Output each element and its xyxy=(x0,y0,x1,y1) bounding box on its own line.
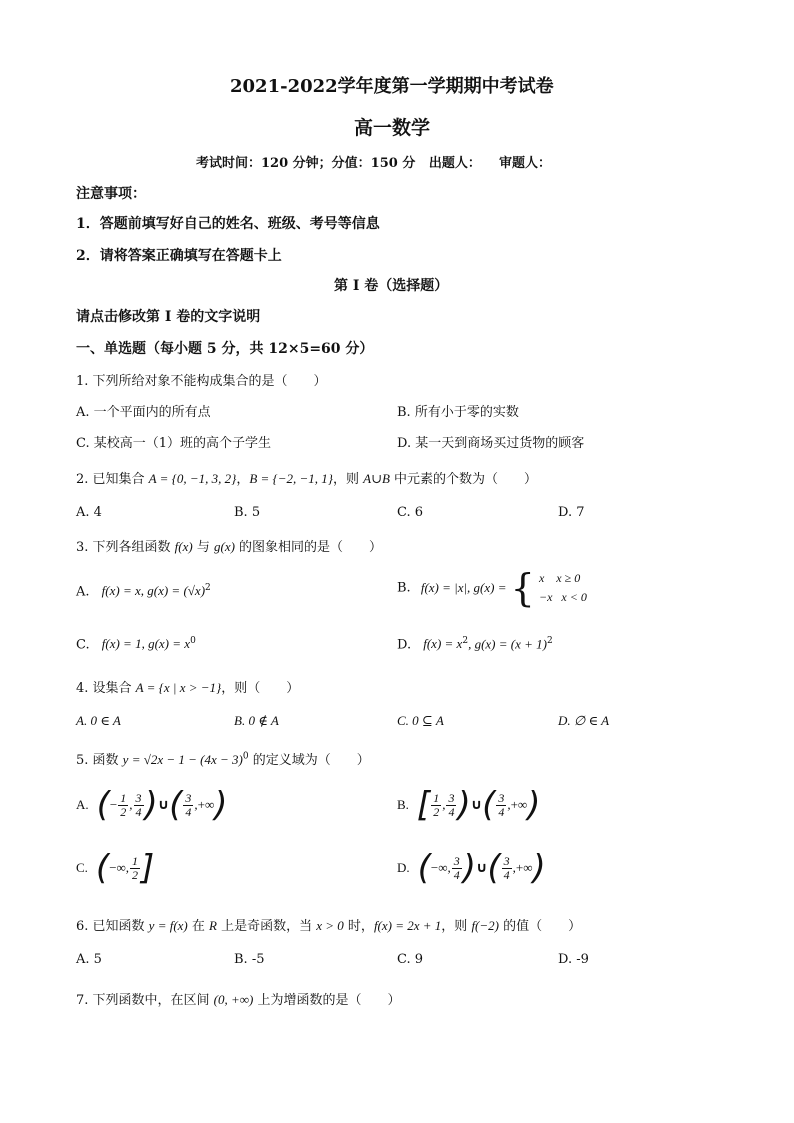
q5-c-rbracket: ] xyxy=(141,848,155,888)
q3-c-math: f(x) = 1, g(x) = x xyxy=(101,636,191,652)
q6-option-a: A. 5 xyxy=(76,952,102,967)
q6-mid4: ，则 xyxy=(441,919,472,934)
q2-option-d: D. 7 xyxy=(558,505,585,520)
q5-d-frac1 xyxy=(452,855,462,882)
q5-b-frac2-den: 4 xyxy=(448,804,455,819)
q4-option-a: A. 0 ∈ A xyxy=(76,713,121,728)
q6-domain: R xyxy=(209,918,217,933)
q5-d-label: D. xyxy=(397,860,410,875)
q5-d-rparen2: ) xyxy=(532,848,546,888)
q3-b-case1: x x ≥ 0 xyxy=(538,571,581,585)
q5-d-comma2: , xyxy=(512,860,516,875)
q6-mid1: 在 xyxy=(187,919,210,934)
q2-union: A∪B xyxy=(363,471,390,486)
q7-stem-pre: 7. 下列函数中，在区间 xyxy=(76,993,214,1008)
q3-option-c xyxy=(76,636,196,652)
q7-stem xyxy=(76,989,401,1008)
q5-d-inf: +∞ xyxy=(515,860,533,875)
q5-option-c xyxy=(76,848,155,888)
q3-b-math: f(x) = |x|, g(x) = xyxy=(420,580,507,595)
q6-def: f(x) = 2x + 1 xyxy=(373,918,442,933)
q3-d-label: D. xyxy=(397,637,412,653)
q5-c-comma: , xyxy=(125,860,130,875)
q5-d-frac1-num: 3 xyxy=(453,853,460,868)
q5-a-frac2-den: 4 xyxy=(135,804,142,819)
q4-option-c: C. 0 ⊆ A xyxy=(397,713,444,728)
q5-a-rparen2: ) xyxy=(214,785,228,825)
q2-mid: ，则 xyxy=(333,472,364,487)
q5-a-frac3-den: 4 xyxy=(185,804,192,819)
q5-a-label: A. xyxy=(76,797,89,812)
q5-a-inf: +∞ xyxy=(197,797,215,812)
q2-stem-post: 中元素的个数为（ ） xyxy=(389,472,538,487)
q6-ask: f(−2) xyxy=(471,918,499,933)
q6-func: y = f(x) xyxy=(148,918,188,933)
q2-sep: ， xyxy=(236,472,250,487)
q2-option-a: A. 4 xyxy=(76,505,102,520)
q5-stem-pre: 5. 函数 xyxy=(76,753,123,768)
q5-b-union: ∪ xyxy=(470,797,483,813)
q4-set: A = {x | x > −1} xyxy=(135,680,222,695)
q1-stem: 1. 下列所给对象不能构成集合的是（ ） xyxy=(76,374,327,389)
q3-g: g(x) xyxy=(213,539,235,554)
q5-b-label: B. xyxy=(397,797,409,812)
q2-set-a: A = {0, −1, 3, 2} xyxy=(148,471,237,486)
q6-stem-post: 的值（ ） xyxy=(498,919,582,934)
q5-option-b xyxy=(397,785,541,825)
q5-option-a xyxy=(76,785,228,825)
q5-a-frac2 xyxy=(134,792,144,819)
q5-b-inf: +∞ xyxy=(510,797,528,812)
q5-stem-post: 的定义域为（ ） xyxy=(248,753,370,768)
q3-stem-post: 的图象相同的是（ ） xyxy=(234,540,383,555)
volume-heading: 第 I 卷（选择题） xyxy=(334,278,449,294)
edit-hint[interactable]: 请点击修改第 I 卷的文字说明 xyxy=(76,309,261,325)
q5-b-frac3-num: 3 xyxy=(498,790,505,805)
q5-b-frac3-den: 4 xyxy=(498,804,505,819)
q6-option-d: D. -9 xyxy=(558,952,589,967)
q3-f: f(x) xyxy=(174,539,193,554)
q1-option-b: B. 所有小于零的实数 xyxy=(397,405,519,420)
q6-mid2: 上是奇函数，当 xyxy=(216,919,317,934)
exam-title: 2021-2022学年度第一学期期中考试卷 xyxy=(230,76,554,97)
q5-c-neg-inf: −∞ xyxy=(109,860,126,875)
q5-a-minus: − xyxy=(109,797,118,812)
q5-b-lparen2: ( xyxy=(482,785,496,825)
q5-b-comma: , xyxy=(442,797,446,812)
q7-stem-post: 上为增函数的是（ ） xyxy=(253,993,401,1008)
q5-a-union: ∪ xyxy=(157,797,170,813)
q2-option-c: C. 6 xyxy=(397,505,424,520)
q5-a-lparen2: ( xyxy=(169,785,183,825)
part-heading: 一、单选题（每小题 5 分，共 12×5=60 分） xyxy=(76,341,374,357)
q5-a-comma2: , xyxy=(194,797,198,812)
q5-a-rparen: ) xyxy=(144,785,158,825)
q3-option-b xyxy=(397,566,587,610)
q5-option-d xyxy=(397,848,546,888)
q5-stem xyxy=(76,749,370,768)
q4-option-d: D. ∅ ∈ A xyxy=(558,713,610,728)
q3-b-brace: { xyxy=(510,566,535,610)
q1-option-a: A. 一个平面内的所有点 xyxy=(76,405,211,420)
q5-a-frac2-num: 3 xyxy=(135,790,142,805)
notes-item-1: 1．答题前填写好自己的姓名、班级、考号等信息 xyxy=(76,216,380,232)
q5-b-frac1-num: 1 xyxy=(433,790,440,805)
q5-c-label: C. xyxy=(76,860,88,875)
q5-b-frac3 xyxy=(496,792,506,819)
notes-heading: 注意事项： xyxy=(76,186,146,202)
q5-b-frac1 xyxy=(431,792,441,819)
q5-a-frac1 xyxy=(118,792,128,819)
q6-option-b: B. -5 xyxy=(234,952,265,967)
q3-d-exp1: 2 xyxy=(462,636,469,646)
q2-stem-pre: 2. 已知集合 xyxy=(76,472,149,487)
q3-a-label: A. xyxy=(76,584,90,600)
q5-b-frac2 xyxy=(446,792,456,819)
q4-stem-pre: 4. 设集合 xyxy=(76,681,136,696)
q3-option-a xyxy=(76,583,211,599)
q3-d-math2: , g(x) = (x + 1) xyxy=(468,636,547,652)
q3-stem-pre: 3. 下列各组函数 xyxy=(76,540,175,555)
q3-stem xyxy=(76,536,382,555)
q5-a-frac1-num: 1 xyxy=(120,790,127,805)
q5-c-lparen: ( xyxy=(95,848,110,888)
q7-interval: (0, +∞) xyxy=(213,992,254,1007)
q5-b-lbracket: [ xyxy=(416,785,431,825)
q5-d-frac1-den: 4 xyxy=(453,867,460,882)
q4-stem xyxy=(76,677,299,696)
q5-d-neg-inf: −∞ xyxy=(430,860,448,875)
q3-d-math1: f(x) = x xyxy=(423,636,463,652)
q6-stem-pre: 6. 已知函数 xyxy=(76,919,149,934)
q3-a-math: f(x) = x, g(x) = (√x) xyxy=(101,583,206,599)
q5-b-comma2: , xyxy=(507,797,511,812)
q3-c-exp: 0 xyxy=(190,636,196,646)
q5-a-frac1-den: 2 xyxy=(120,804,127,819)
q5-d-frac2-num: 3 xyxy=(503,853,510,868)
q5-b-frac2-num: 3 xyxy=(448,790,455,805)
q3-and: 与 xyxy=(192,540,214,555)
q6-stem xyxy=(76,915,581,934)
q6-option-c: C. 9 xyxy=(397,952,424,967)
notes-item-2: 2．请将答案正确填写在答题卡上 xyxy=(76,248,282,264)
q5-b-frac1-den: 2 xyxy=(433,804,440,819)
q5-func-exp: 0 xyxy=(242,751,249,762)
q3-a-exp: 2 xyxy=(205,583,211,593)
q5-d-frac2 xyxy=(502,855,512,882)
q5-a-comma: , xyxy=(129,797,133,812)
q1-option-c: C. 某校高一（1）班的高个子学生 xyxy=(76,436,272,451)
q3-b-case2: −x x < 0 xyxy=(538,590,587,604)
q4-option-b: B. 0 ∉ A xyxy=(234,713,279,728)
q1-option-d: D. 某一天到商场买过货物的顾客 xyxy=(397,436,585,451)
q6-cond: x > 0 xyxy=(316,918,344,933)
q5-d-comma: , xyxy=(447,860,451,875)
q5-d-rparen: ) xyxy=(462,848,477,888)
q3-b-cases xyxy=(539,569,587,607)
q5-b-rparen2: ) xyxy=(527,785,541,825)
q3-option-d xyxy=(397,636,553,652)
q5-c-frac-den: 2 xyxy=(132,867,139,882)
q5-d-lparen: ( xyxy=(417,848,431,888)
q5-b-rparen: ) xyxy=(457,785,471,825)
q5-a-frac3-num: 3 xyxy=(185,790,192,805)
q5-d-frac2-den: 4 xyxy=(503,867,510,882)
q5-c-frac-num: 1 xyxy=(132,853,139,868)
q3-d-exp2: 2 xyxy=(546,636,553,646)
q5-a-lparen: ( xyxy=(96,785,110,825)
exam-meta: 考试时间：120 分钟；分值：150 分 出题人： 审题人： xyxy=(196,156,552,171)
q3-c-label: C. xyxy=(76,637,90,653)
q6-mid3: 时， xyxy=(343,919,374,934)
exam-subtitle: 高一数学 xyxy=(354,117,431,139)
q2-set-b: B = {−2, −1, 1} xyxy=(249,471,333,486)
q4-stem-post: ，则（ ） xyxy=(221,681,300,696)
q5-c-frac xyxy=(130,855,140,882)
q2-option-b: B. 5 xyxy=(234,505,261,520)
q3-b-label: B. xyxy=(397,580,411,596)
q5-a-frac3 xyxy=(183,792,193,819)
q5-func: y = √2x − 1 − (4x − 3) xyxy=(122,752,243,767)
q5-d-lparen2: ( xyxy=(487,848,501,888)
q2-stem xyxy=(76,468,537,487)
q5-d-union: ∪ xyxy=(476,860,488,876)
